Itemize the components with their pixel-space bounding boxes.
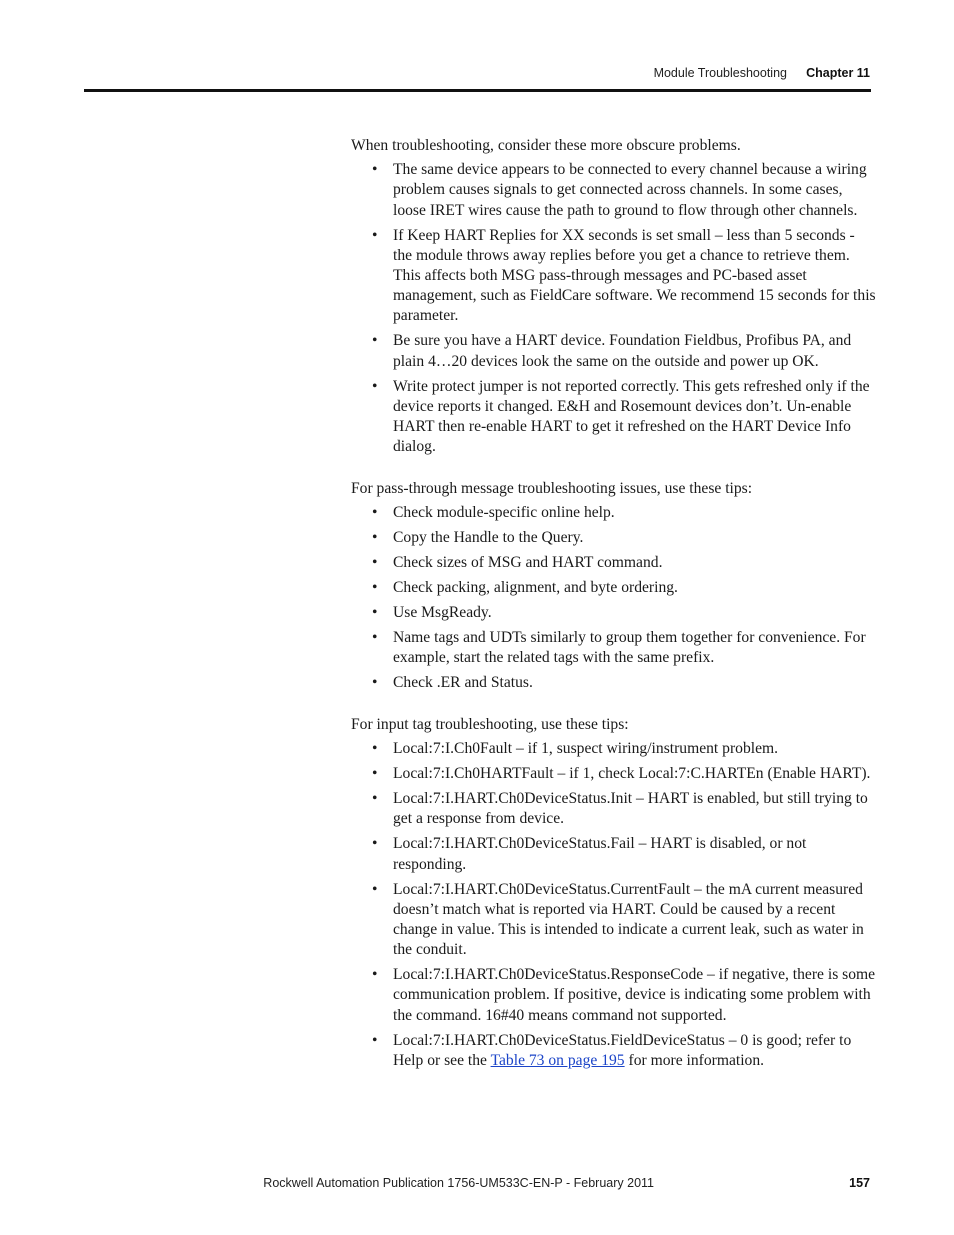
list-item [351,503,876,523]
list-item-text: The same device appears to be connected to every channel because a wiring problem causes signals to get connected across channels. In some cases, loose IRET wires cause the path to ground to flow through other channels. [393,161,867,219]
header-rule [84,89,871,92]
bullet-icon: • [372,966,378,984]
bullet-icon: • [372,1031,378,1049]
page-number: 157 [849,1176,870,1190]
list-item-text: Local:7:I.Ch0HARTFault – if 1, check Local:7:C.HARTEn (Enable HART). [393,765,871,783]
bullet-list [351,503,876,693]
list-item [351,764,876,784]
footer-publication: Rockwell Automation Publication 1756-UM533C-EN-P - February 2011 [263,1176,654,1190]
table-73-cross-reference-link[interactable]: Table 73 on page 195 [490,1051,625,1069]
list-item [351,789,876,829]
list-item-text: Local:7:I.HART.Ch0DeviceStatus.Init – HART is enabled, but still trying to get a response from device. [393,790,868,828]
list-item [351,739,876,759]
bullet-icon: • [372,579,378,597]
list-item [351,226,876,327]
list-item [351,603,876,623]
list-item-text: Use MsgReady. [393,604,492,622]
section-obscure-problems [351,136,876,462]
list-item-text: Local:7:I.HART.Ch0DeviceStatus.ResponseCode – if negative, there is some communication problem. If positive, device is indicating some problem with the command. 16#40 means command not supported. [393,966,876,1024]
list-item-text: Name tags and UDTs similarly to group them together for convenience. For example, start the related tags with the same prefix. [393,629,866,667]
list-item-text-after-link: for more information. [624,1051,765,1069]
list-item-text: Copy the Handle to the Query. [393,529,584,547]
bullet-icon: • [372,226,378,244]
bullet-icon: • [372,740,378,758]
list-item [351,331,876,371]
list-item-text: Local:7:I.Ch0Fault – if 1, suspect wiring/instrument problem. [393,740,779,758]
list-item-text: Check module-specific online help. [393,504,615,522]
bullet-list [351,160,876,457]
list-item [351,628,876,668]
list-item [351,880,876,961]
list-item-text: Local:7:I.HART.Ch0DeviceStatus.Fail – HART is disabled, or not responding. [393,835,807,873]
list-item [351,553,876,573]
list-item-text: Check packing, alignment, and byte ordering. [393,579,678,597]
bullet-icon: • [372,674,378,692]
bullet-icon: • [372,504,378,522]
list-item-text: If Keep HART Replies for XX seconds is set small – less than 5 seconds - the module throws away replies before you get a chance to retrieve them. This affects both MSG pass-through messages and PC-based asset management, such as FieldCare software. We recommend 15 seconds for this parameter. [393,226,876,325]
bullet-icon: • [372,790,378,808]
section-pass-through-tips [351,479,876,698]
section-intro: For input tag troubleshooting, use these tips: [351,716,629,733]
list-item [351,578,876,598]
bullet-icon: • [372,880,378,898]
list-item-text: Check .ER and Status. [393,674,533,692]
bullet-icon: • [372,332,378,350]
list-item-text: Be sure you have a HART device. Foundation Fieldbus, Profibus PA, and plain 4…20 devices look the same on the outside and power up OK. [393,332,852,370]
list-item [351,834,876,874]
bullet-icon: • [372,377,378,395]
list-item-text: Check sizes of MSG and HART command. [393,554,663,572]
section-input-tag-tips [351,715,876,1076]
bullet-list [351,739,876,1071]
list-item-text: Local:7:I.HART.Ch0DeviceStatus.CurrentFault – the mA current measured doesn’t match what is reported via HART. Could be caused by a recent change in value. This is intended to indicate a current leak, such as water in the conduit. [393,880,864,959]
bullet-icon: • [372,554,378,572]
running-header-chapter: Chapter 11 [806,66,870,80]
list-item [351,160,876,221]
list-item [351,965,876,1026]
bullet-icon: • [372,161,378,179]
list-item-text-before-link: Local:7:I.HART.Ch0DeviceStatus.FieldDeviceStatus – 0 is good; refer to Help or see the [393,1031,852,1069]
section-intro: For pass-through message troubleshooting issues, use these tips: [351,480,753,497]
bullet-icon: • [372,835,378,853]
bullet-icon: • [372,765,378,783]
list-item [351,528,876,548]
list-item [351,377,876,458]
running-header-section: Module Troubleshooting [653,66,787,80]
list-item [351,673,876,693]
section-intro: When troubleshooting, consider these more obscure problems. [351,137,741,154]
list-item [351,1031,876,1071]
bullet-icon: • [372,629,378,647]
bullet-icon: • [372,604,378,622]
bullet-icon: • [372,529,378,547]
list-item-text: Write protect jumper is not reported correctly. This gets refreshed only if the device reports it changed. E&H and Rosemount devices don’t. Un-enable HART then re-enable HART to get it refreshed on the HART Device Info dialog. [393,377,870,456]
